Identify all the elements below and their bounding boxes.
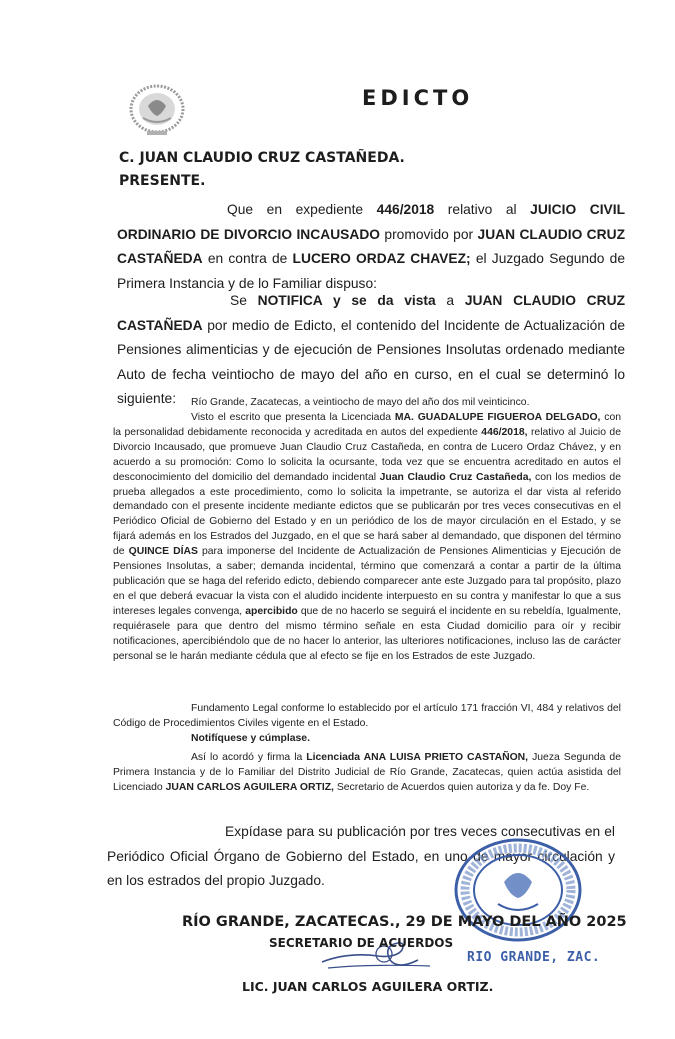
auto-date-line: Río Grande, Zacatecas, a veintiocho de mayo del año dos mil veinticinco. bbox=[191, 397, 530, 408]
document-title: EDICTO bbox=[362, 86, 474, 110]
signature-role: SECRETARIO DE ACUERDOS bbox=[269, 936, 454, 950]
auto-body-paragraph: Visto el escrito que presenta la Licenciada MA. GUADALUPE FIGUEROA DELGADO, con la personalidad debidamente reconocida y acreditada en autos del expediente 446/2018, relativo al Juicio de Divorcio Incausado, que promueve Juan Claudio Cruz Castañeda, en contra de Lucero Ordaz Chávez, y en acuerdo a su promoción: Como lo solicita la ocursante, toda vez que se encuentra acreditado en autos el desconocimiento del domicilio del demandado incidental Juan Claudio Cruz Castañeda, con los medios de prueba allegados a este procedimiento, como lo solicita la impetrante, se autoriza el dar vista al referido demandado con el presente incidente mediante edictos que se publicarán por tres veces consecutivas en el Periódico Oficial de Gobierno del Estado y en un periódico de los de mayor circulación en el Estado, y se fijará además en los Estrados del Juzgado, en el que se hará saber al demandado, que disponen del término de QUINCE DÍAS para imponerse del Incidente de Actualización de Pensiones Alimenticias y Ejecución de Pensiones Insolutas, a saber; demanda incidental, término que comenzará a contar a partir de la última publicación que se haga del referido edicto, debiendo comparecer ante este Juzgado para tal propósito, plazo en el que deberá evacuar la vista con el aludido incidente interpuesto en su contra y manifestar lo que a sus intereses legales convenga, apercibido que de no hacerlo se seguirá el incidente en su rebeldía, Igualmente, requiérasele para que dentro del mismo término señale en esta Ciudad domicilio para oír y recibir notificaciones, apercibiéndolo que de no hacer lo anterior, las ulteriores notificaciones, incluso las de carácter personal se le harán mediante cédula que al efecto se fije en los Estrados de este Juzgado. bbox=[113, 412, 622, 662]
signature-place-date: RÍO GRANDE, ZACATECAS., 29 DE MAYO DEL AÑO 2025 bbox=[182, 914, 627, 930]
coat-of-arms-seal bbox=[118, 82, 196, 140]
stamp-place-text: RIO GRANDE, ZAC. bbox=[467, 950, 601, 965]
signature-name: LIC. JUAN CARLOS AGUILERA ORTIZ. bbox=[242, 979, 494, 994]
auto-notifiquese: Notifíquese y cúmplase. bbox=[191, 733, 310, 744]
presente-label: PRESENTE. bbox=[119, 173, 206, 189]
intro-paragraph-2: Se NOTIFICA y se da vista a JUAN CLAUDIO CRUZ CASTAÑEDA por medio de Edicto, el contenido del Incidente de Actualización de Pensiones alimenticias y de ejecución de Pensiones Insolutas ordenado mediante Auto de fecha veintiocho de mayo del año en curso, en el cual se determinó lo siguiente: bbox=[117, 293, 625, 406]
expidase-paragraph: Expídase para su publicación por tres veces consecutivas en el Periódico Oficial Órgano de Gobierno del Estado, en uno de mayor circulación y en los estrados del propio Juzgado. bbox=[107, 824, 615, 888]
auto-firma-paragraph: Así lo acordó y firma la Licenciada ANA LUISA PRIETO CASTAÑON, Jueza Segunda de Primera Instancia y de lo Familiar del Distrito Judicial de Río Grande, Zacatecas, quien actúa asistida del Licenciado JUAN CARLOS AGUILERA ORTIZ, Secretario de Acuerdos quien autoriza y da fe. Doy Fe. bbox=[113, 752, 621, 793]
addressee-name: C. JUAN CLAUDIO CRUZ CASTAÑEDA. bbox=[119, 150, 405, 166]
intro-paragraph-1: Que en expediente 446/2018 relativo al JUICIO CIVIL ORDINARIO DE DIVORCIO INCAUSADO promovido por JUAN CLAUDIO CRUZ CASTAÑEDA en contra de LUCERO ORDAZ CHAVEZ; el Juzgado Segundo de Primera Instancia y de lo Familiar dispuso: bbox=[117, 202, 626, 291]
auto-fundamento: Fundamento Legal conforme lo establecido por el artículo 171 fracción VI, 484 y relativos del Código de Procedimientos Civiles vigente en el Estado. bbox=[113, 703, 621, 729]
